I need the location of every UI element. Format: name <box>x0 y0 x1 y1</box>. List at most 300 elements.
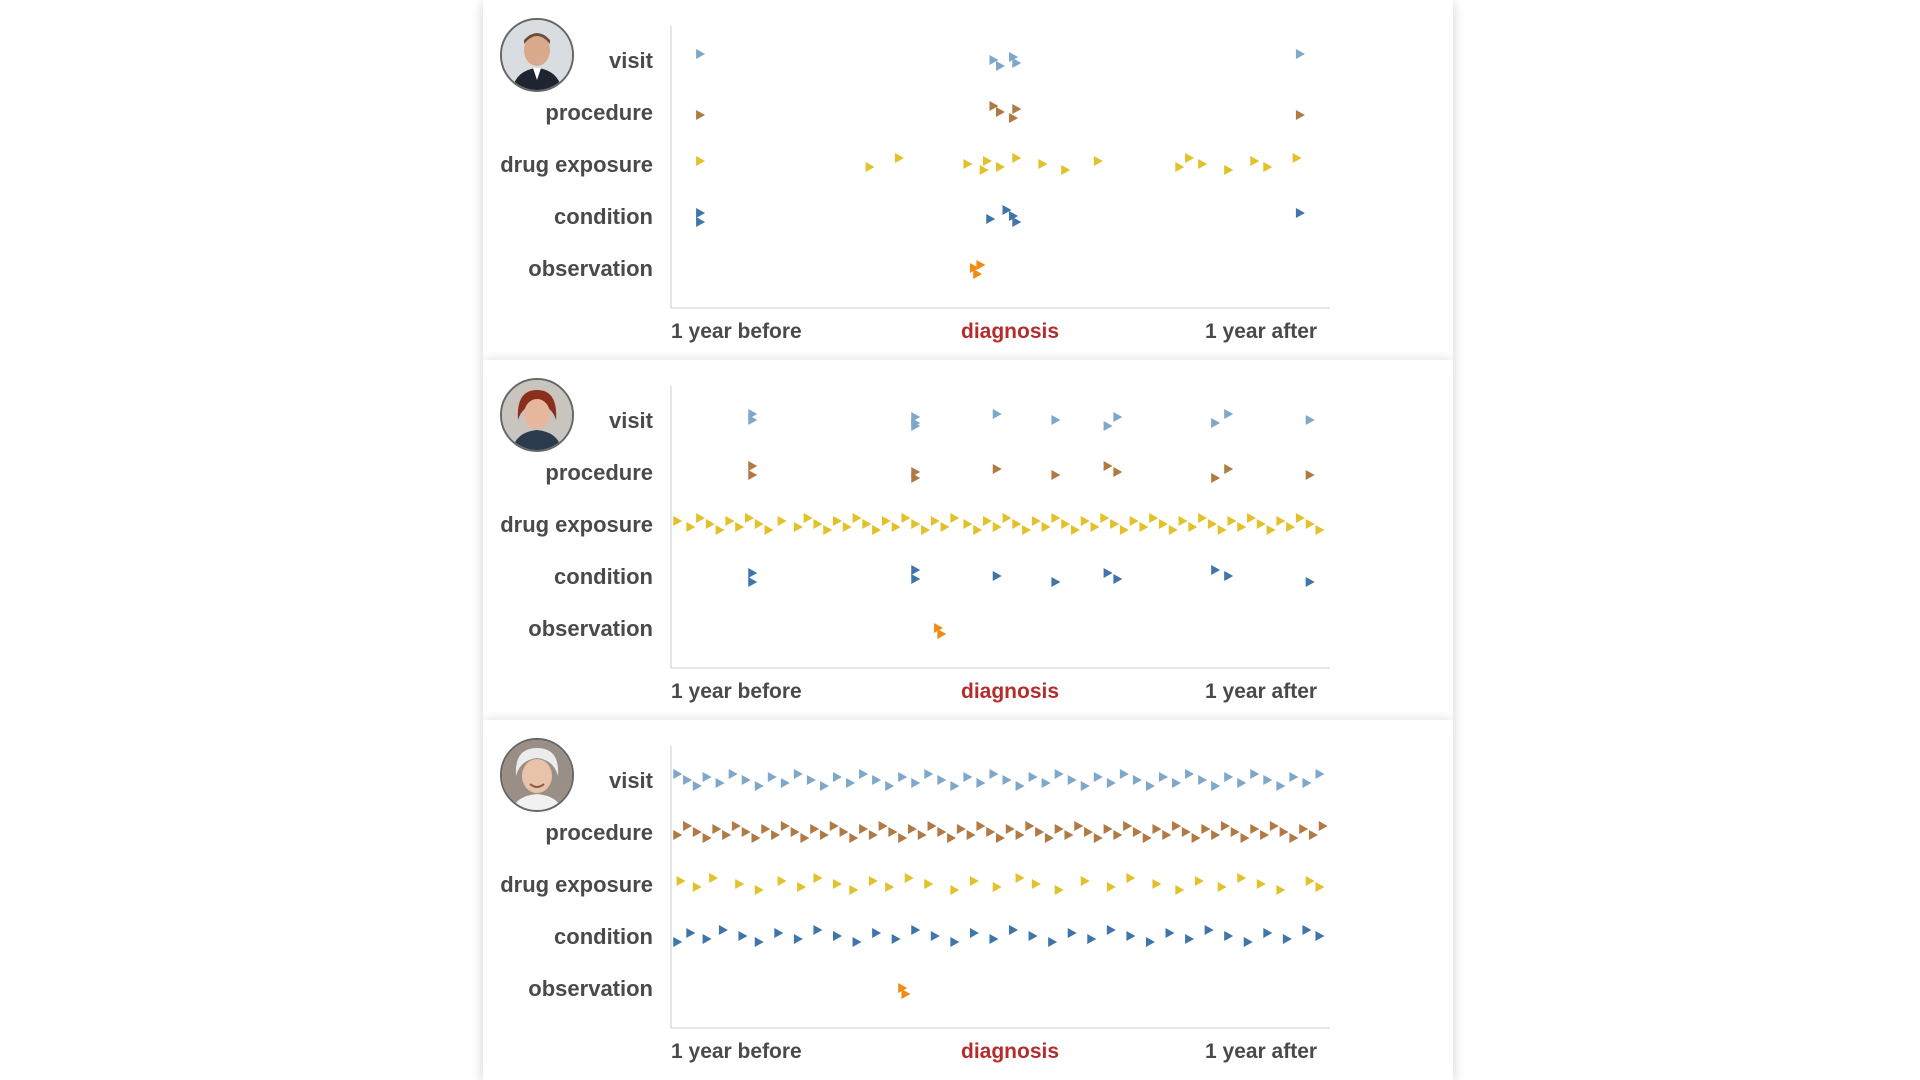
event-marker <box>853 513 862 523</box>
event-marker <box>1299 824 1308 834</box>
event-marker <box>794 934 803 944</box>
event-marker <box>1224 409 1233 419</box>
event-marker <box>833 879 842 889</box>
event-marker <box>1218 882 1227 892</box>
event-marker <box>1149 513 1158 523</box>
event-marker <box>996 833 1005 843</box>
event-marker <box>895 153 904 163</box>
event-marker <box>755 781 764 791</box>
event-marker <box>696 513 705 523</box>
event-marker <box>807 775 816 785</box>
series-drug-exposure <box>696 153 1302 175</box>
patient-timeline-stack <box>483 0 1453 1080</box>
event-marker <box>1032 879 1041 889</box>
event-marker <box>1009 925 1018 935</box>
event-marker <box>1276 885 1285 895</box>
event-marker <box>1068 775 1077 785</box>
event-marker <box>931 931 940 941</box>
event-marker <box>1051 577 1060 587</box>
event-marker <box>1231 827 1240 837</box>
event-marker <box>813 873 822 883</box>
event-marker <box>950 937 959 947</box>
event-marker <box>901 989 910 999</box>
event-marker <box>1276 781 1285 791</box>
event-marker <box>882 516 891 526</box>
event-marker <box>1006 824 1015 834</box>
event-marker <box>983 156 992 166</box>
event-marker <box>1159 519 1168 529</box>
event-marker <box>892 934 901 944</box>
row-label-condition: condition <box>554 564 653 589</box>
event-marker <box>1042 778 1051 788</box>
event-marker <box>1237 873 1246 883</box>
event-marker <box>950 885 959 895</box>
event-marker <box>1084 827 1093 837</box>
event-marker <box>1107 882 1116 892</box>
event-marker <box>1198 513 1207 523</box>
event-marker <box>693 882 702 892</box>
event-marker <box>1123 821 1132 831</box>
event-marker <box>1081 516 1090 526</box>
event-marker <box>846 778 855 788</box>
event-marker <box>709 873 718 883</box>
event-marker <box>1205 925 1214 935</box>
event-marker <box>993 409 1002 419</box>
event-marker <box>1263 775 1272 785</box>
event-marker <box>1012 519 1021 529</box>
event-marker <box>761 824 770 834</box>
series-visit <box>673 769 1324 791</box>
event-marker <box>703 833 712 843</box>
event-marker <box>748 577 757 587</box>
event-marker <box>911 519 920 529</box>
event-marker <box>1227 516 1236 526</box>
event-marker <box>745 513 754 523</box>
event-marker <box>924 879 933 889</box>
series-visit <box>748 409 1314 431</box>
event-marker <box>853 937 862 947</box>
event-marker <box>849 885 858 895</box>
event-marker <box>963 772 972 782</box>
event-marker <box>673 937 682 947</box>
event-marker <box>983 516 992 526</box>
event-marker <box>869 830 878 840</box>
event-marker <box>1009 113 1018 123</box>
event-marker <box>1016 873 1025 883</box>
event-marker <box>849 833 858 843</box>
event-marker <box>742 827 751 837</box>
event-marker <box>1302 925 1311 935</box>
patient-panel-2 <box>483 360 1453 720</box>
event-marker <box>1094 772 1103 782</box>
event-marker <box>1241 833 1250 843</box>
event-marker <box>898 833 907 843</box>
patient-panel-1 <box>483 0 1453 360</box>
event-marker <box>1035 827 1044 837</box>
row-label-drug-exposure: drug exposure <box>500 512 653 537</box>
series-procedure <box>696 101 1305 123</box>
event-marker <box>1113 412 1122 422</box>
event-marker <box>725 516 734 526</box>
series-procedure <box>673 821 1327 843</box>
event-marker <box>1306 577 1315 587</box>
row-label-procedure: procedure <box>545 820 653 845</box>
event-marker <box>1094 156 1103 166</box>
event-marker <box>797 882 806 892</box>
event-marker <box>1048 937 1057 947</box>
event-marker <box>1211 418 1220 428</box>
event-marker <box>1025 821 1034 831</box>
event-marker <box>703 934 712 944</box>
series-condition <box>673 925 1324 947</box>
event-marker <box>823 525 832 535</box>
event-marker <box>686 928 695 938</box>
row-label-visit: visit <box>608 48 653 73</box>
event-marker <box>1211 830 1220 840</box>
event-marker <box>735 522 744 532</box>
event-marker <box>1250 824 1259 834</box>
event-marker <box>1133 827 1142 837</box>
event-marker <box>1159 772 1168 782</box>
series-drug-exposure <box>677 873 1325 895</box>
event-marker <box>1306 876 1315 886</box>
event-marker <box>1175 885 1184 895</box>
series-condition <box>748 565 1314 587</box>
event-marker <box>1143 833 1152 843</box>
event-marker <box>794 769 803 779</box>
event-marker <box>973 269 982 279</box>
row-label-observation: observation <box>528 616 653 641</box>
event-marker <box>1042 522 1051 532</box>
event-marker <box>768 772 777 782</box>
event-marker <box>1182 827 1191 837</box>
event-marker <box>735 879 744 889</box>
event-marker <box>1087 934 1096 944</box>
event-marker <box>1146 781 1155 791</box>
event-marker <box>957 824 966 834</box>
event-marker <box>1296 208 1305 218</box>
event-marker <box>1198 775 1207 785</box>
timeline-plot <box>670 18 1330 310</box>
event-marker <box>738 931 747 941</box>
event-marker <box>1162 830 1171 840</box>
event-marker <box>1172 778 1181 788</box>
event-marker <box>712 824 721 834</box>
event-marker <box>1198 159 1207 169</box>
event-marker <box>872 525 881 535</box>
patient-panel-3 <box>483 720 1453 1080</box>
event-marker <box>986 214 995 224</box>
event-marker <box>980 165 989 175</box>
event-marker <box>1188 522 1197 532</box>
series-drug-exposure <box>673 513 1324 535</box>
event-marker <box>921 525 930 535</box>
row-label-observation: observation <box>528 976 653 1001</box>
event-marker <box>976 260 985 270</box>
event-marker <box>1224 931 1233 941</box>
event-marker <box>911 574 920 584</box>
event-marker <box>1192 833 1201 843</box>
event-marker <box>755 519 764 529</box>
event-marker <box>683 821 692 831</box>
event-marker <box>950 781 959 791</box>
event-marker <box>1263 162 1272 172</box>
event-marker <box>866 162 875 172</box>
event-marker <box>1296 110 1305 120</box>
event-marker <box>1224 464 1233 474</box>
event-marker <box>970 928 979 938</box>
event-marker <box>693 781 702 791</box>
event-marker <box>1201 824 1210 834</box>
event-marker <box>1166 928 1175 938</box>
event-marker <box>1012 153 1021 163</box>
row-label-procedure: procedure <box>545 460 653 485</box>
event-marker <box>1120 525 1129 535</box>
event-marker <box>1146 937 1155 947</box>
event-marker <box>1250 156 1259 166</box>
event-marker <box>1179 516 1188 526</box>
event-marker <box>1270 821 1279 831</box>
event-marker <box>937 775 946 785</box>
event-marker <box>696 217 705 227</box>
event-marker <box>859 769 868 779</box>
event-marker <box>872 775 881 785</box>
event-marker <box>1110 519 1119 529</box>
event-marker <box>1289 833 1298 843</box>
event-marker <box>719 925 728 935</box>
event-marker <box>771 830 780 840</box>
axis-label-start: 1 year before <box>671 680 802 703</box>
event-marker <box>840 827 849 837</box>
event-marker <box>862 519 871 529</box>
event-marker <box>833 772 842 782</box>
event-marker <box>716 525 725 535</box>
event-marker <box>1237 522 1246 532</box>
event-marker <box>1224 165 1233 175</box>
event-marker <box>696 208 705 218</box>
axis-label-end: 1 year after <box>1205 320 1318 343</box>
event-marker <box>1022 525 1031 535</box>
event-marker <box>794 522 803 532</box>
axis-label-diagnosis: diagnosis <box>961 680 1060 703</box>
event-marker <box>1071 525 1080 535</box>
event-marker <box>1051 513 1060 523</box>
series-procedure <box>748 461 1314 483</box>
event-marker <box>673 516 682 526</box>
event-marker <box>911 925 920 935</box>
timeline-plot <box>670 738 1330 1030</box>
event-marker <box>1016 781 1025 791</box>
event-marker <box>1211 473 1220 483</box>
event-marker <box>1012 217 1021 227</box>
row-label-drug-exposure: drug exposure <box>500 872 653 897</box>
event-marker <box>967 830 976 840</box>
event-marker <box>742 775 751 785</box>
event-marker <box>885 781 894 791</box>
event-marker <box>706 519 715 529</box>
event-marker <box>1211 565 1220 575</box>
event-marker <box>937 827 946 837</box>
event-marker <box>765 525 774 535</box>
row-label-condition: condition <box>554 924 653 949</box>
event-marker <box>1012 104 1021 114</box>
event-marker <box>996 107 1005 117</box>
event-marker <box>1244 937 1253 947</box>
event-marker <box>1263 928 1272 938</box>
event-marker <box>1100 513 1109 523</box>
event-marker <box>986 827 995 837</box>
series-condition <box>696 205 1305 227</box>
event-marker <box>1061 165 1070 175</box>
event-marker <box>703 772 712 782</box>
event-marker <box>1055 769 1064 779</box>
event-marker <box>872 928 881 938</box>
event-marker <box>1315 525 1324 535</box>
event-marker <box>1289 772 1298 782</box>
event-marker <box>1055 885 1064 895</box>
event-marker <box>732 821 741 831</box>
event-marker <box>1130 516 1139 526</box>
event-marker <box>1074 821 1083 831</box>
event-marker <box>1283 934 1292 944</box>
event-marker <box>1286 522 1295 532</box>
event-marker <box>931 516 940 526</box>
event-marker <box>1306 415 1315 425</box>
event-marker <box>993 571 1002 581</box>
event-marker <box>973 525 982 535</box>
timeline-plot <box>670 378 1330 670</box>
event-marker <box>1247 513 1256 523</box>
event-marker <box>1224 571 1233 581</box>
event-marker <box>859 824 868 834</box>
row-label-drug-exposure: drug exposure <box>500 152 653 177</box>
event-marker <box>781 778 790 788</box>
event-marker <box>937 629 946 639</box>
event-marker <box>993 882 1002 892</box>
event-marker <box>1257 519 1266 529</box>
event-marker <box>1152 879 1161 889</box>
event-marker <box>677 876 686 886</box>
event-marker <box>911 778 920 788</box>
event-marker <box>908 824 917 834</box>
event-marker <box>830 821 839 831</box>
event-marker <box>1185 934 1194 944</box>
event-marker <box>1003 775 1012 785</box>
event-marker <box>1211 781 1220 791</box>
event-marker <box>1267 525 1276 535</box>
event-marker <box>673 830 682 840</box>
event-marker <box>1091 522 1100 532</box>
event-marker <box>1169 525 1178 535</box>
axis-label-diagnosis: diagnosis <box>961 320 1060 343</box>
axis-label-start: 1 year before <box>671 1040 802 1063</box>
event-marker <box>1104 461 1113 471</box>
event-marker <box>950 513 959 523</box>
event-marker <box>989 934 998 944</box>
event-marker <box>778 876 787 886</box>
event-marker <box>1012 58 1021 68</box>
event-marker <box>1315 931 1324 941</box>
event-marker <box>1051 415 1060 425</box>
event-marker <box>1257 879 1266 889</box>
row-label-observation: observation <box>528 256 653 281</box>
event-marker <box>1113 574 1122 584</box>
event-marker <box>833 516 842 526</box>
event-marker <box>1237 778 1246 788</box>
row-label-visit: visit <box>608 768 653 793</box>
event-marker <box>1208 519 1217 529</box>
event-marker <box>963 159 972 169</box>
row-label-procedure: procedure <box>545 100 653 125</box>
event-marker <box>843 522 852 532</box>
event-marker <box>898 772 907 782</box>
event-marker <box>989 769 998 779</box>
event-marker <box>976 821 985 831</box>
event-marker <box>804 513 813 523</box>
event-marker <box>1016 830 1025 840</box>
event-marker <box>748 470 757 480</box>
event-marker <box>729 769 738 779</box>
event-marker <box>1260 830 1269 840</box>
event-marker <box>1306 470 1315 480</box>
event-marker <box>941 522 950 532</box>
event-marker <box>1126 873 1135 883</box>
event-marker <box>1061 519 1070 529</box>
event-marker <box>879 821 888 831</box>
event-marker <box>820 830 829 840</box>
series-observation <box>898 983 910 999</box>
event-marker <box>1104 421 1113 431</box>
event-marker <box>1319 821 1328 831</box>
event-marker <box>1045 833 1054 843</box>
event-marker <box>1068 928 1077 938</box>
event-marker <box>696 49 705 59</box>
event-marker <box>996 162 1005 172</box>
event-marker <box>755 885 764 895</box>
event-marker <box>1133 775 1142 785</box>
event-marker <box>1081 876 1090 886</box>
event-marker <box>1055 824 1064 834</box>
event-marker <box>1081 781 1090 791</box>
event-marker <box>901 513 910 523</box>
event-marker <box>996 61 1005 71</box>
event-marker <box>1296 513 1305 523</box>
event-marker <box>1315 882 1324 892</box>
event-marker <box>963 519 972 529</box>
event-marker <box>1276 516 1285 526</box>
event-marker <box>911 565 920 575</box>
series-observation <box>970 260 986 279</box>
event-marker <box>1296 49 1305 59</box>
event-marker <box>696 110 705 120</box>
event-marker <box>1309 830 1318 840</box>
event-marker <box>1306 519 1315 529</box>
event-marker <box>673 769 682 779</box>
event-marker <box>905 873 914 883</box>
row-label-condition: condition <box>554 204 653 229</box>
event-marker <box>928 821 937 831</box>
event-marker <box>683 775 692 785</box>
event-marker <box>1224 772 1233 782</box>
event-marker <box>696 156 705 166</box>
event-marker <box>1029 931 1038 941</box>
event-marker <box>1051 470 1060 480</box>
event-marker <box>888 827 897 837</box>
event-marker <box>1107 925 1116 935</box>
event-marker <box>1139 522 1148 532</box>
event-marker <box>1003 513 1012 523</box>
event-marker <box>752 833 761 843</box>
